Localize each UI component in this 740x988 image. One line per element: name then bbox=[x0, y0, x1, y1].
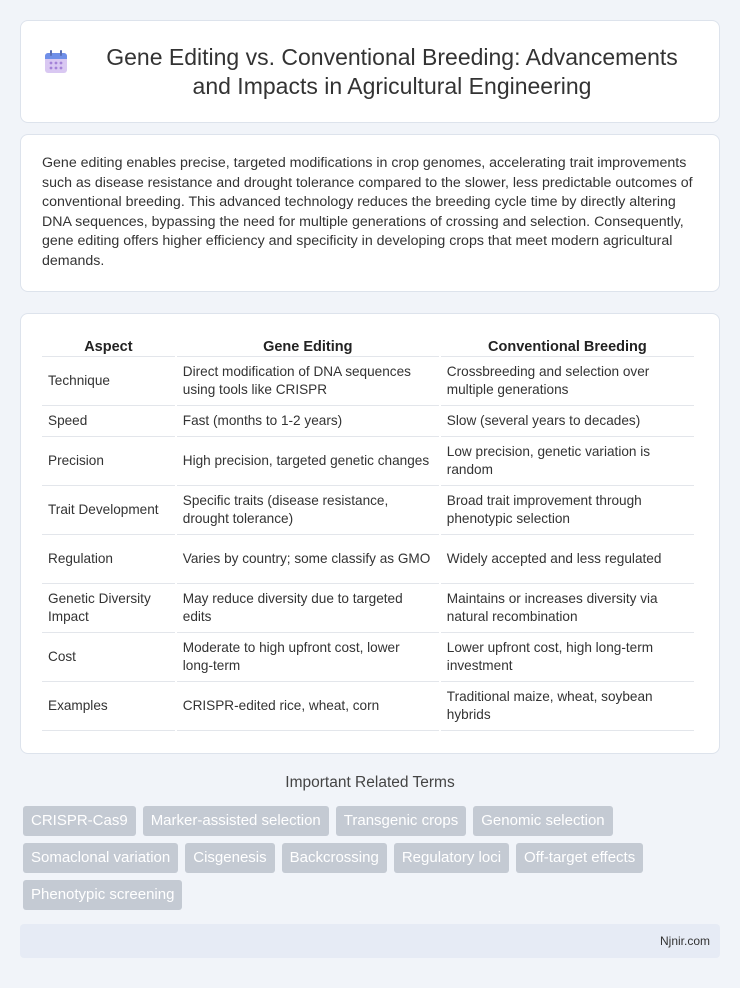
related-terms-title: Important Related Terms bbox=[285, 774, 455, 791]
table-cell: Specific traits (disease resistance, drought tolerance) bbox=[177, 486, 439, 535]
table-cell: Broad trait improvement through phenotypic selection bbox=[441, 486, 694, 535]
table-cell: Traditional maize, wheat, soybean hybrids bbox=[441, 682, 694, 731]
table-row bbox=[42, 633, 694, 682]
table-row bbox=[42, 357, 694, 406]
footer bbox=[20, 924, 720, 958]
table-row bbox=[42, 437, 694, 486]
table-cell: Crossbreeding and selection over multiple generations bbox=[441, 357, 694, 406]
page-title: Gene Editing vs. Conventional Breeding: Advancements and Impacts in Agricultural Engineering bbox=[106, 43, 678, 99]
table-cell: Lower upfront cost, high long-term investment bbox=[441, 633, 694, 682]
table-cell: Precision bbox=[42, 437, 175, 486]
tag-regulatory-loci[interactable]: Regulatory loci bbox=[394, 843, 509, 873]
table-header-row bbox=[42, 334, 694, 357]
table-row bbox=[42, 682, 694, 731]
tag-off-target-effects[interactable]: Off-target effects bbox=[516, 843, 643, 873]
summary-text: Gene editing enables precise, targeted modifications in crop genomes, accelerating trait improvements such as disease resistance and drought tolerance compared to the slower, less predictable outcomes of conventional breeding. This advanced technology reduces the breeding cycle time by directly altering DNA sequences, bypassing the need for multiple generations of crossing and selection. Consequently, gene editing offers higher efficiency and specificity in developing crops that meet modern agricultural demands. bbox=[42, 155, 693, 269]
table-row bbox=[42, 406, 694, 437]
table-cell: Genetic Diversity Impact bbox=[42, 584, 175, 633]
table-cell: Maintains or increases diversity via natural recombination bbox=[441, 584, 694, 633]
table-cell: Trait Development bbox=[42, 486, 175, 535]
comparison-table bbox=[40, 334, 696, 731]
footer-site[interactable]: Njnir.com bbox=[659, 934, 710, 948]
table-row bbox=[42, 486, 694, 535]
tag-transgenic-crops[interactable]: Transgenic crops bbox=[336, 806, 467, 836]
title-card bbox=[20, 20, 720, 123]
table-cell: Varies by country; some classify as GMO bbox=[177, 535, 439, 584]
table-row bbox=[42, 535, 694, 584]
tag-marker-assisted-selection[interactable]: Marker-assisted selection bbox=[143, 806, 329, 836]
table-cell: Technique bbox=[42, 357, 175, 406]
tag-crispr-cas9[interactable]: CRISPR-Cas9 bbox=[23, 806, 136, 836]
table-cell: High precision, targeted genetic changes bbox=[177, 437, 439, 486]
table-cell: CRISPR-edited rice, wheat, corn bbox=[177, 682, 439, 731]
tag-somaclonal-variation[interactable]: Somaclonal variation bbox=[23, 843, 178, 873]
table-cell: Widely accepted and less regulated bbox=[441, 535, 694, 584]
table-cell: Direct modification of DNA sequences using tools like CRISPR bbox=[177, 357, 439, 406]
table-cell: Low precision, genetic variation is random bbox=[441, 437, 694, 486]
table-cell: Fast (months to 1-2 years) bbox=[177, 406, 439, 437]
table-cell: Speed bbox=[42, 406, 175, 437]
table-row bbox=[42, 584, 694, 633]
table-cell: May reduce diversity due to targeted edits bbox=[177, 584, 439, 633]
tag-backcrossing[interactable]: Backcrossing bbox=[282, 843, 387, 873]
tag-genomic-selection[interactable]: Genomic selection bbox=[473, 806, 612, 836]
header-aspect: Aspect bbox=[42, 334, 175, 357]
table-cell: Cost bbox=[42, 633, 175, 682]
related-terms-list bbox=[23, 806, 713, 910]
header-gene-editing: Gene Editing bbox=[177, 334, 439, 357]
table-cell: Examples bbox=[42, 682, 175, 731]
table-cell: Moderate to high upfront cost, lower long-term bbox=[177, 633, 439, 682]
calendar-icon bbox=[41, 47, 71, 77]
comparison-table-card bbox=[20, 313, 720, 754]
summary-card bbox=[20, 134, 720, 292]
table-cell: Regulation bbox=[42, 535, 175, 584]
tag-phenotypic-screening[interactable]: Phenotypic screening bbox=[23, 880, 182, 910]
header-conventional-breeding: Conventional Breeding bbox=[441, 334, 694, 357]
table-cell: Slow (several years to decades) bbox=[441, 406, 694, 437]
tag-cisgenesis[interactable]: Cisgenesis bbox=[185, 843, 274, 873]
